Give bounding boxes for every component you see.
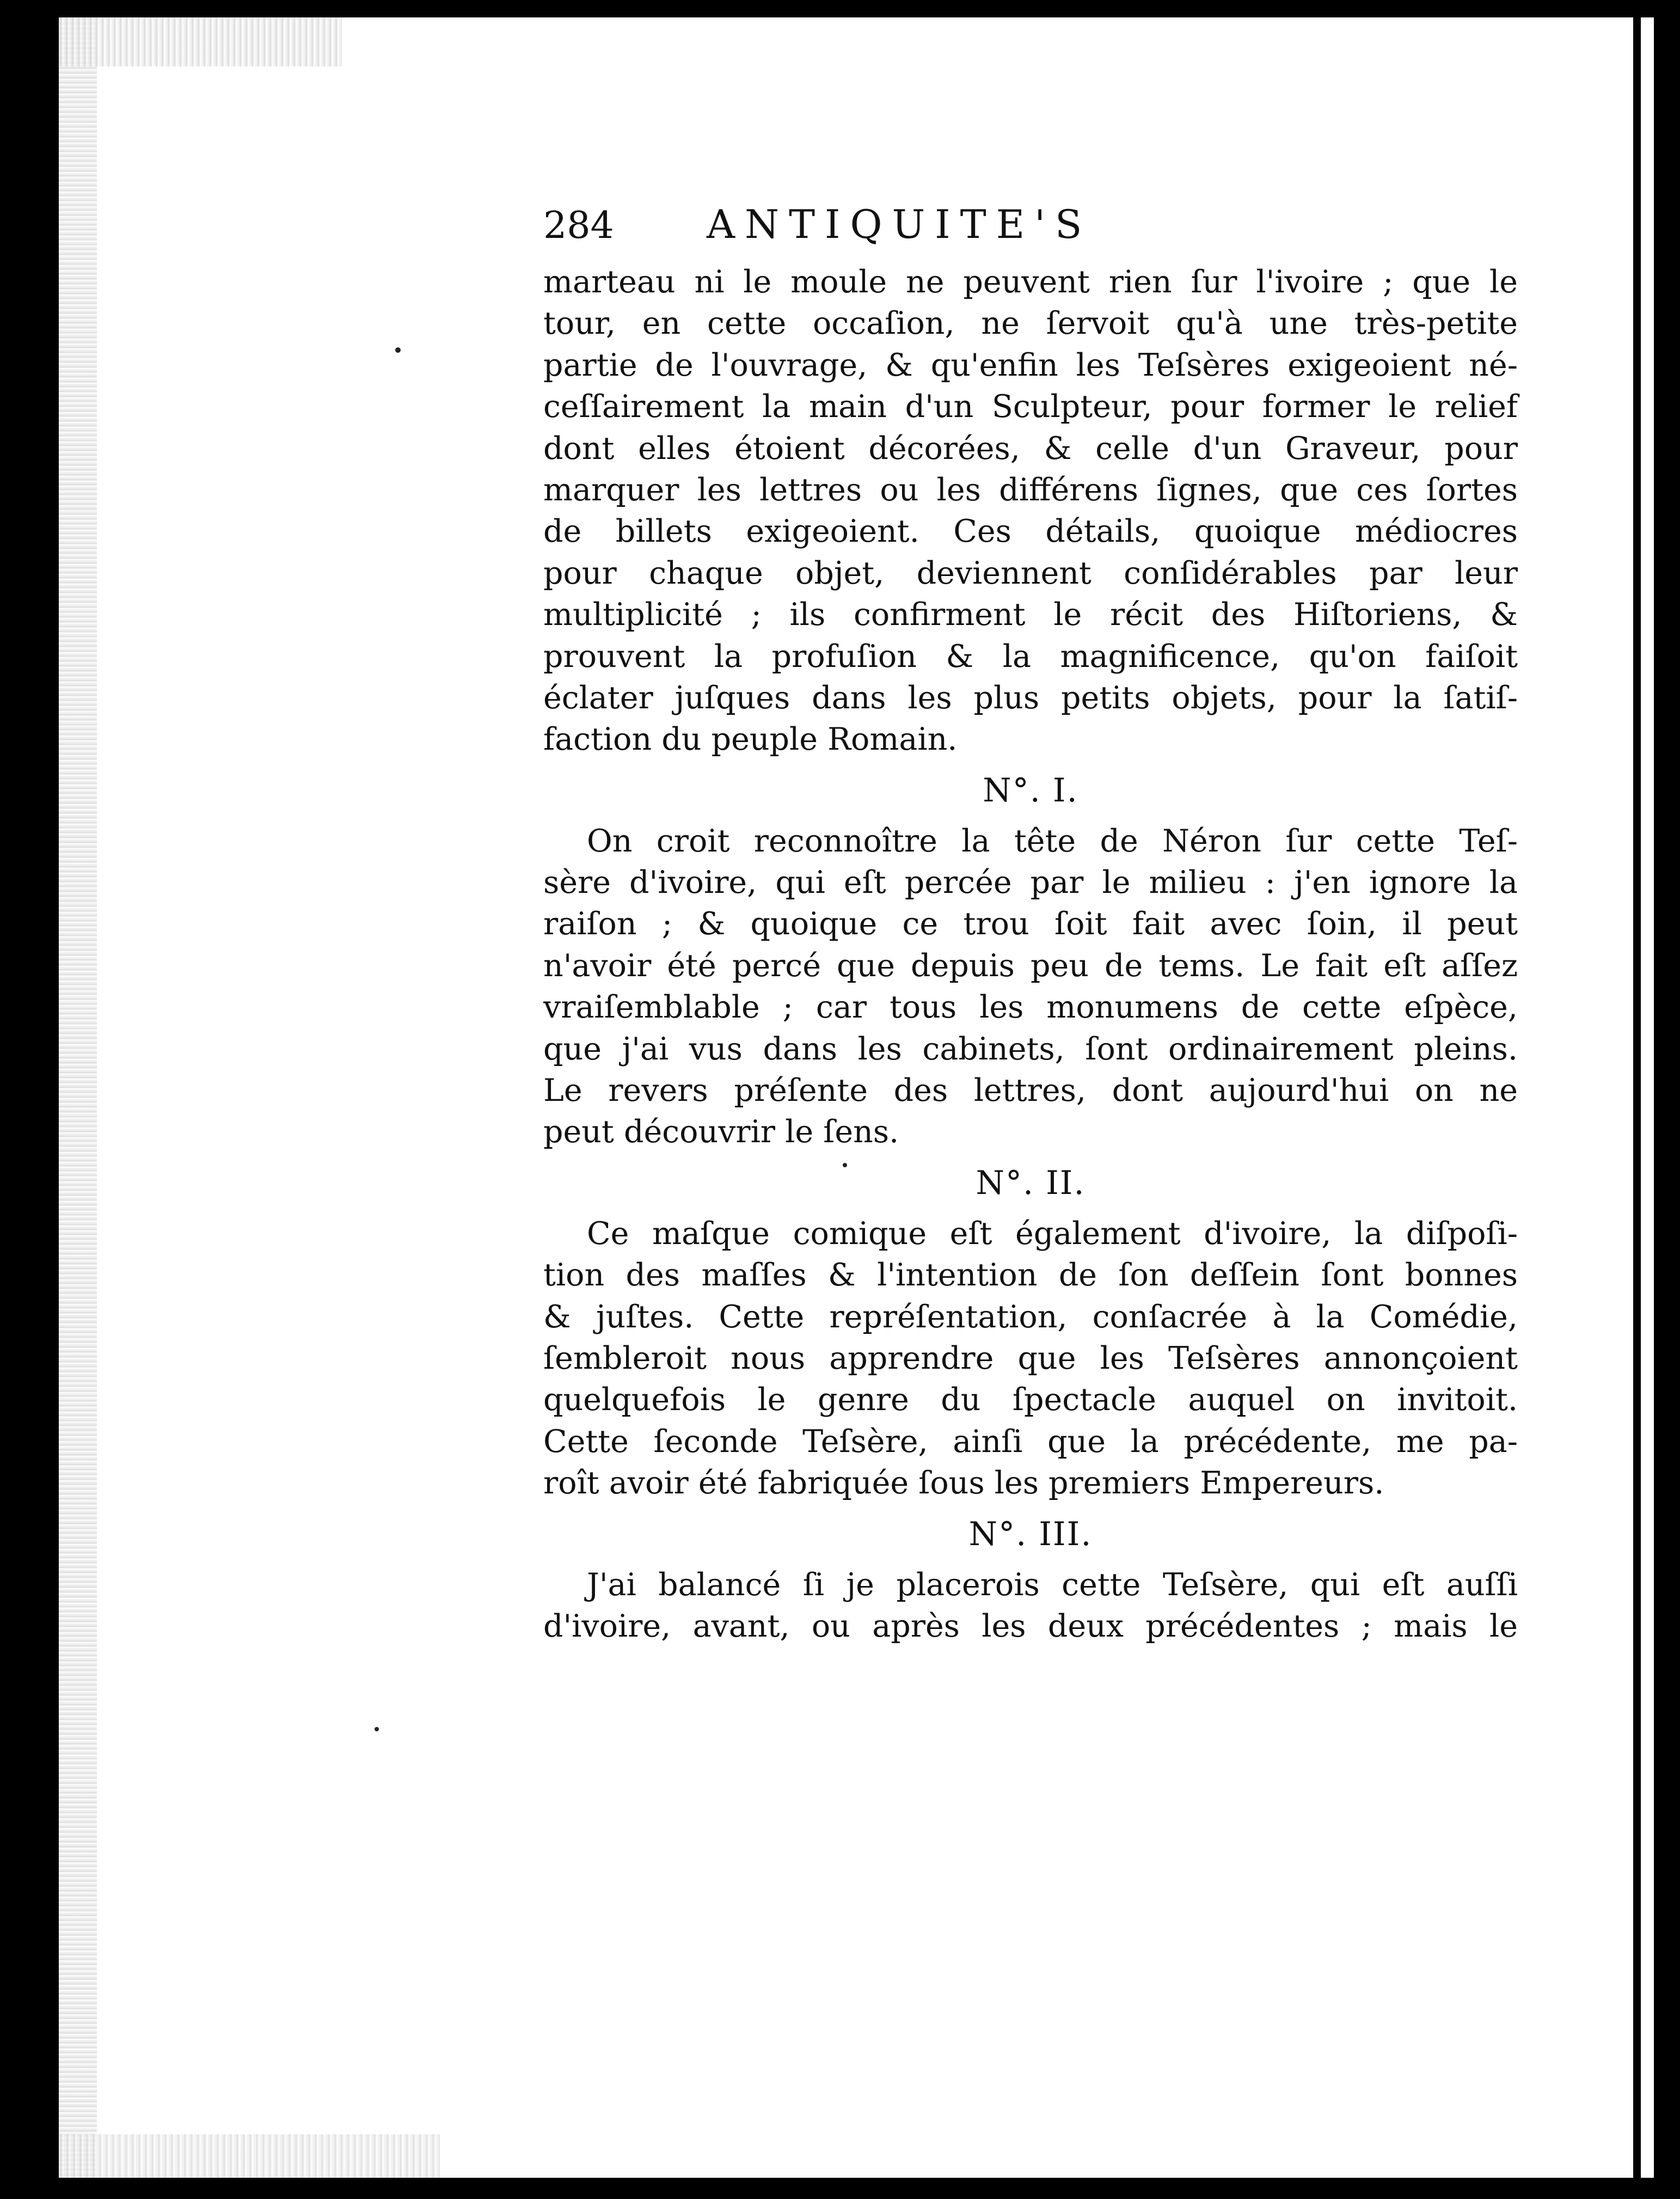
page-text-block [543,201,1518,1647]
section-3-body [543,1564,1518,1647]
section-heading-2: N°. II. [976,1163,1086,1202]
scan-border-right [1633,17,1641,2178]
running-title: ANTIQUITE'S [707,201,1092,247]
text-line: sère d'ivoire, qui eſt percée par le milieu : j'en ignore la [543,865,1518,901]
scan-noise-bottom-edge [59,2134,440,2178]
paragraph-intro [543,261,1518,761]
section-heading-1: N°. I. [983,771,1078,810]
section-1-body [543,820,1518,1153]
ink-speck [375,1727,379,1731]
text-line: ceſſairement la main d'un Sculpteur, pour former le relief [543,389,1518,425]
text-line: pour chaque objet, deviennent conſidérables par leur [543,555,1518,591]
text-line: marquer les lettres ou les différens ſignes, que ces ſortes [543,471,1518,508]
text-line: multiplicité ; ils confirment le récit des Hiſtoriens, & [543,597,1518,633]
text-line: éclater juſques dans les plus petits objets, pour la ſatiſ- [543,679,1518,716]
text-line: On croit reconnoître la tête de Néron ſur cette Teſ- [587,823,1518,859]
text-line: de billets exigeoient. Ces détails, quoique médiocres [543,513,1518,550]
text-line: J'ai balancé ſi je placerois cette Teſsère, qui eſt auſſi [587,1566,1518,1603]
text-line: roît avoir été fabriquée ſous les premiers Empereurs. [543,1465,1384,1502]
text-line: que j'ai vus dans les cabinets, ſont ordinairement pleins. [543,1031,1518,1067]
text-line: tour, en cette occaſion, ne ſervoit qu'à une très-petite [543,305,1518,342]
text-line: dont elles étoient décorées, & celle d'un Graveur, pour [543,430,1518,467]
text-line: raiſon ; & quoique ce trou ſoit fait avec ſoin, il peut [543,906,1518,942]
text-line: & juſtes. Cette repréſentation, conſacrée à la Comédie, [543,1298,1518,1335]
text-line: d'ivoire, avant, ou après les deux précédentes ; mais le [543,1608,1518,1644]
scan-noise-top-edge [59,17,342,66]
text-line: tion des maſſes & l'intention de ſon deſſein ſont bonnes [543,1257,1518,1294]
scan-noise-left-edge [59,17,97,2178]
text-line: Le revers préſente des lettres, dont aujourd'hui on ne [543,1073,1518,1109]
page-number: 284 [543,204,614,247]
book-page [59,17,1654,2178]
section-2-body [543,1213,1518,1504]
section-heading-3: N°. III. [968,1515,1093,1553]
text-line: marteau ni le moule ne peuvent rien ſur l'ivoire ; que le [543,264,1518,300]
text-line: Cette ſeconde Teſsère, ainſi que la précédente, me pa- [543,1423,1518,1460]
text-line: vraiſemblable ; car tous les monumens de cette eſpèce, [543,989,1518,1026]
ink-speck [395,347,401,353]
text-line: peut découvrir le ſens. [543,1114,899,1150]
running-head [543,201,1518,261]
text-line: Ce maſque comique eſt également d'ivoire, la diſpoſi- [587,1215,1518,1252]
text-line: quelquefois le genre du ſpectacle auquel on invitoit. [543,1382,1518,1418]
text-line: partie de l'ouvrage, & qu'enfin les Teſsères exigeoient né- [543,347,1518,383]
text-line: faction du peuple Romain. [543,721,958,758]
text-line: n'avoir été percé que depuis peu de tems. Le fait eſt aſſez [543,947,1518,984]
text-line: ſembleroit nous apprendre que les Teſsères annonçoient [543,1340,1518,1376]
text-line: prouvent la profuſion & la magnificence, qu'on faiſoit [543,638,1518,675]
